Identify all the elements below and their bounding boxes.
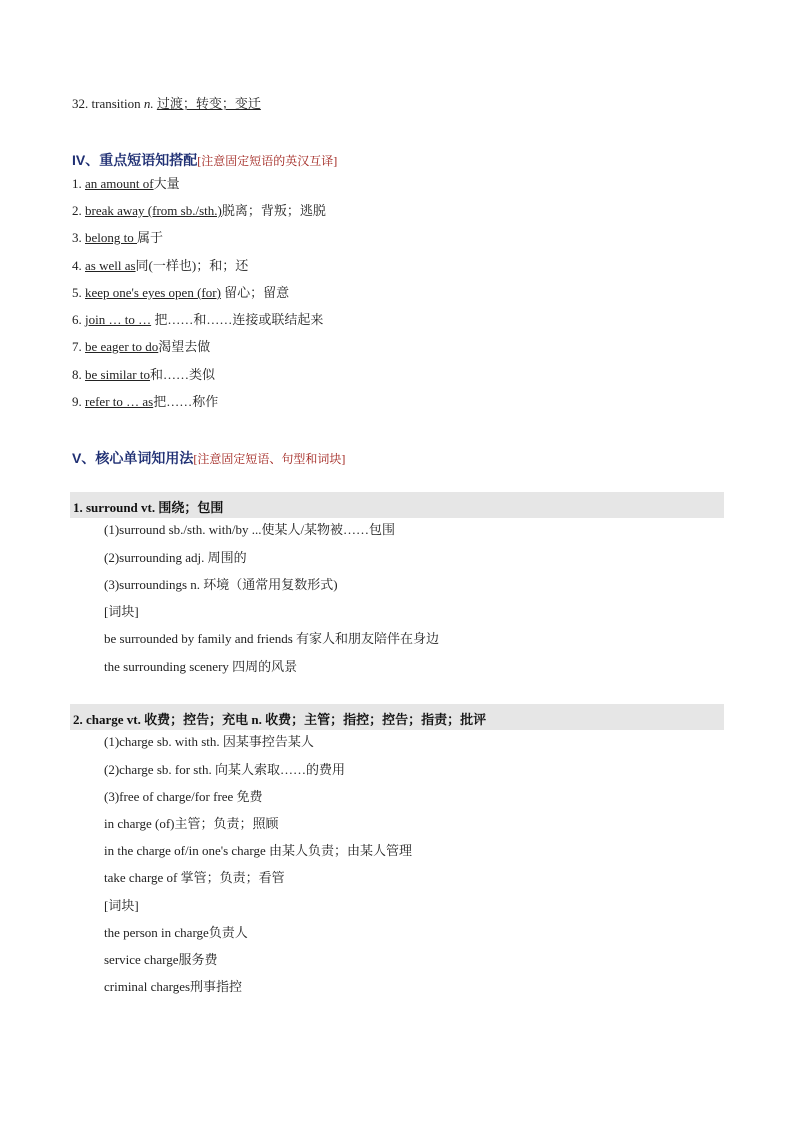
phrase-number: 5. — [72, 285, 82, 300]
phrase-item — [72, 312, 323, 328]
phrase-item — [72, 230, 163, 246]
phrase-text: be eager to do — [85, 339, 159, 354]
phrase-meaning: 脱离；背叛；逃脱 — [221, 203, 326, 218]
phrase-meaning: 和……类似 — [150, 367, 216, 382]
usage-line: in charge (of)主管；负责；照顾 — [104, 816, 279, 831]
word-heading-bar — [70, 492, 724, 518]
phrase-text: as well as — [85, 258, 136, 273]
phrase-meaning: 把……和……连接或联结起来 — [151, 312, 324, 327]
usage-line: [词块] — [104, 898, 139, 913]
vocab-meaning: 过渡；转变；变迁 — [156, 96, 261, 111]
usage-line: (3)surroundings n. 环境（通常用复数形式) — [104, 577, 338, 592]
usage-line: (1)charge sb. with sth. 因某事控告某人 — [104, 734, 314, 749]
usage-line: criminal charges刑事指控 — [104, 979, 243, 994]
usage-line: in the charge of/in one's charge 由某人负责；由某人管理 — [104, 843, 413, 858]
phrase-meaning: 留心；留意 — [220, 285, 290, 300]
phrase-item — [72, 203, 326, 219]
phrase-number: 1. — [72, 176, 82, 191]
phrase-text: be similar to — [85, 367, 150, 382]
phrase-text: keep one's eyes open (for) — [85, 285, 221, 300]
phrase-text: join … to … — [85, 312, 152, 327]
phrase-text: break away (from sb./sth.) — [85, 203, 222, 218]
section-5-title: V、核心单词知用法 — [72, 450, 194, 466]
phrase-text: an amount of — [85, 176, 154, 191]
section-4-title: IV、重点短语知搭配 — [72, 152, 198, 168]
phrase-item — [72, 285, 289, 301]
word-heading: 1. surround vt. 围绕；包围 — [73, 500, 224, 515]
phrase-item — [72, 394, 218, 410]
section-5-note: [注意固定短语、句型和词块] — [193, 452, 346, 466]
usage-line: the surrounding scenery 四周的风景 — [104, 659, 298, 674]
section-5-heading — [72, 449, 345, 469]
phrase-item — [72, 258, 248, 274]
usage-line: (1)surround sb./sth. with/by ...使某人/某物被……包围 — [104, 522, 396, 537]
phrase-meaning: 同(一样也)；和；还 — [135, 258, 249, 273]
word-heading: 2. charge vt. 收费；控告；充电 n. 收费；主管；指控；控告；指责；批评 — [73, 712, 487, 727]
phrase-meaning: 大量 — [153, 176, 180, 191]
usage-line: (3)free of charge/for free 免费 — [104, 789, 263, 804]
phrase-item — [72, 339, 210, 355]
word-heading-bar — [70, 704, 724, 730]
phrase-item — [72, 367, 215, 383]
phrase-number: 7. — [72, 339, 82, 354]
phrase-meaning: 属于 — [137, 230, 164, 245]
vocab-item-32 — [72, 96, 261, 112]
phrase-text: belong to — [85, 230, 137, 245]
vocab-word: 32. transition — [72, 96, 141, 111]
phrase-number: 6. — [72, 312, 82, 327]
usage-line: service charge服务费 — [104, 952, 218, 967]
phrase-text: refer to … as — [85, 394, 154, 409]
phrase-number: 2. — [72, 203, 82, 218]
phrase-number: 8. — [72, 367, 82, 382]
usage-line: take charge of 掌管；负责；看管 — [104, 870, 285, 885]
section-4-heading — [72, 151, 337, 171]
phrase-meaning: 把……称作 — [153, 394, 219, 409]
usage-line: the person in charge负责人 — [104, 925, 248, 940]
section-4-note: [注意固定短语的英汉互译] — [197, 154, 338, 168]
phrase-meaning: 渴望去做 — [158, 339, 211, 354]
phrase-number: 4. — [72, 258, 82, 273]
usage-line: (2)surrounding adj. 周围的 — [104, 550, 247, 565]
part-of-speech: n. — [143, 96, 154, 111]
usage-line: (2)charge sb. for sth. 向某人索取……的费用 — [104, 762, 345, 777]
usage-line: be surrounded by family and friends 有家人和朋友陪伴在身边 — [104, 631, 440, 646]
usage-line: [词块] — [104, 604, 139, 619]
phrase-number: 3. — [72, 230, 82, 245]
phrase-item — [72, 176, 180, 192]
phrase-number: 9. — [72, 394, 82, 409]
